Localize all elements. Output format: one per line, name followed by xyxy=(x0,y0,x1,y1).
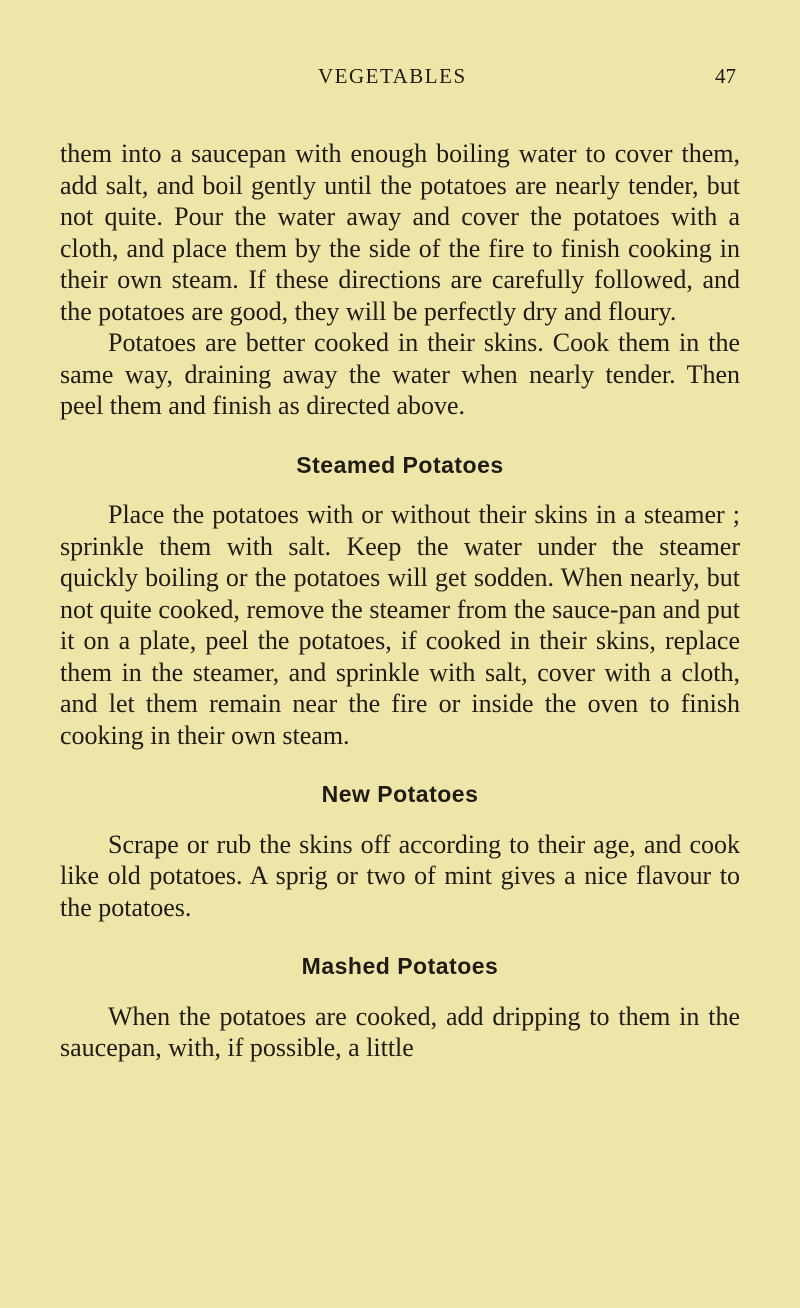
running-head xyxy=(60,64,740,94)
paragraph-steamed-potatoes: Place the potatoes with or without their skins in a steamer ; sprinkle them with salt. Keep the water under the steamer quickly boiling or the potatoes will get sodden. When nearly, but not quite cooked, remove the steamer from the sauce-pan and put it on a plate, peel the potatoes, if cooked in their skins, replace them in the steamer, and sprinkle with salt, cover with a cloth, and let them remain near the fire or inside the oven to finish cooking in their own steam. xyxy=(60,500,740,750)
heading-mashed-potatoes: Mashed Potatoes xyxy=(301,953,499,979)
heading-new-potatoes: New Potatoes xyxy=(321,781,479,807)
body-text xyxy=(60,138,740,1064)
paragraph-boiled-continued: them into a saucepan with enough boiling water to cover them, add salt, and boil gently until the potatoes are nearly tender, but not quite. Pour the water away and cover the potatoes with a cloth, and place them by the side of the fire to finish cooking in their own steam. If these directions are carefully followed, and the potatoes are good, they will be perfectly dry and floury. xyxy=(60,139,740,326)
paragraph-mashed-potatoes: When the potatoes are cooked, add dripping to them in the saucepan, with, if possible, a little xyxy=(60,1001,740,1062)
page-number: 47 xyxy=(715,64,736,88)
chapter-title: VEGETABLES xyxy=(318,64,467,88)
paragraph-new-potatoes: Scrape or rub the skins off according to their age, and cook like old potatoes. A sprig or two of mint gives a nice flavour to the potatoes. xyxy=(60,829,740,922)
heading-steamed-potatoes: Steamed Potatoes xyxy=(296,451,504,478)
paragraph-cooked-in-skins: Potatoes are better cooked in their skins. Cook them in the same way, draining away the water when nearly tender. Then peel them and finish as directed above. xyxy=(60,328,740,420)
